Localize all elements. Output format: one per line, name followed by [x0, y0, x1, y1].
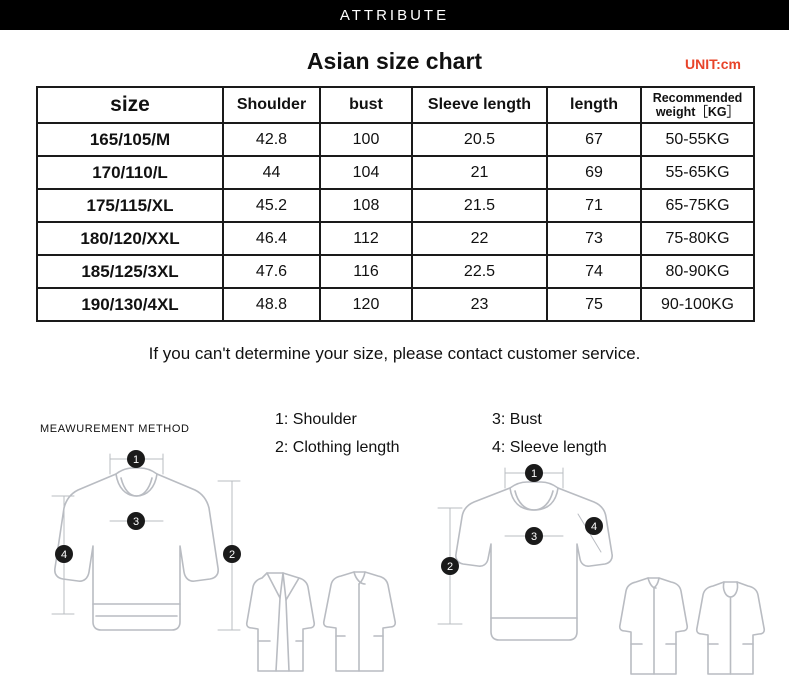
cell-sleeve-length: 21 — [412, 156, 547, 189]
page-title: Asian size chart — [306, 48, 483, 74]
table-row — [37, 189, 754, 222]
table-header — [37, 87, 754, 123]
table-row — [37, 255, 754, 288]
banner-title: ATTRIBUTE — [339, 6, 450, 24]
table-body — [37, 123, 754, 321]
cell-bust: 104 — [320, 156, 412, 189]
table-row — [37, 123, 754, 156]
legend-item-shoulder: 1: Shoulder — [275, 411, 357, 428]
table-header-row — [37, 87, 754, 123]
cell-shoulder: 45.2 — [223, 189, 320, 222]
size-table-container — [36, 86, 753, 322]
cell-size: 185/125/3XL — [37, 255, 223, 288]
svg-text:1: 1 — [530, 468, 538, 480]
measurement-diagram — [0, 386, 789, 676]
cell-recommended-weight: 65-75KG — [641, 189, 754, 222]
legend-item-bust: 3: Bust — [492, 411, 542, 428]
title-row — [0, 46, 789, 86]
measurement-method-label: MEAWUREMENT METHOD — [40, 423, 190, 435]
column-header-length: length — [547, 87, 641, 123]
cell-length: 73 — [547, 222, 641, 255]
column-header-size: size — [37, 87, 223, 123]
cell-bust: 108 — [320, 189, 412, 222]
blazer-illustration — [247, 573, 315, 676]
cell-recommended-weight: 75-80KG — [641, 222, 754, 255]
customer-service-note: If you can't determine your size, please contact customer service. — [148, 344, 641, 363]
cell-bust: 100 — [320, 123, 412, 156]
cell-shoulder: 47.6 — [223, 255, 320, 288]
cell-shoulder: 44 — [223, 156, 320, 189]
legend-item-clothing-length: 2: Clothing length — [275, 439, 400, 456]
cell-shoulder: 42.8 — [223, 123, 320, 156]
size-table — [36, 86, 755, 322]
cell-sleeve-length: 22 — [412, 222, 547, 255]
hoodie-illustration — [697, 582, 765, 674]
svg-text:4: 4 — [60, 549, 68, 561]
column-header-sleeve-length: Sleeve length — [412, 87, 547, 123]
cell-recommended-weight: 50-55KG — [641, 123, 754, 156]
column-header-bust: bust — [320, 87, 412, 123]
garment-illustrations — [0, 386, 789, 676]
shirt-illustration — [620, 578, 688, 674]
cell-length: 69 — [547, 156, 641, 189]
cell-size: 180/120/XXL — [37, 222, 223, 255]
cell-bust: 112 — [320, 222, 412, 255]
cell-size: 175/115/XL — [37, 189, 223, 222]
cell-size: 165/105/M — [37, 123, 223, 156]
cell-size: 170/110/L — [37, 156, 223, 189]
cell-bust: 116 — [320, 255, 412, 288]
cell-recommended-weight: 80-90KG — [641, 255, 754, 288]
cell-shoulder: 46.4 — [223, 222, 320, 255]
cell-length: 75 — [547, 288, 641, 321]
t-shirt-illustration — [456, 482, 612, 640]
cell-recommended-weight: 90-100KG — [641, 288, 754, 321]
cell-shoulder: 48.8 — [223, 288, 320, 321]
svg-text:2: 2 — [228, 549, 236, 561]
cell-recommended-weight: 55-65KG — [641, 156, 754, 189]
cell-sleeve-length: 21.5 — [412, 189, 547, 222]
cell-length: 74 — [547, 255, 641, 288]
cell-size: 190/130/4XL — [37, 288, 223, 321]
cell-sleeve-length: 20.5 — [412, 123, 547, 156]
unit-label: UNIT:cm — [684, 56, 741, 72]
svg-text:2: 2 — [446, 561, 454, 573]
table-row — [37, 288, 754, 321]
zip-jacket-illustration — [324, 572, 396, 671]
svg-text:3: 3 — [132, 516, 140, 528]
svg-text:4: 4 — [590, 521, 598, 533]
legend-item-sleeve-length: 4: Sleeve length — [492, 439, 607, 456]
svg-text:3: 3 — [530, 531, 538, 543]
attribute-banner — [0, 0, 789, 30]
cell-sleeve-length: 22.5 — [412, 255, 547, 288]
column-header-recommended-weight: Recommended weight［KG］ — [641, 87, 754, 123]
cell-length: 71 — [547, 189, 641, 222]
column-header-shoulder: Shoulder — [223, 87, 320, 123]
table-row — [37, 156, 754, 189]
long-sleeve-illustration — [55, 468, 218, 630]
cell-bust: 120 — [320, 288, 412, 321]
svg-text:1: 1 — [132, 454, 140, 466]
table-row — [37, 222, 754, 255]
cell-sleeve-length: 23 — [412, 288, 547, 321]
cell-length: 67 — [547, 123, 641, 156]
